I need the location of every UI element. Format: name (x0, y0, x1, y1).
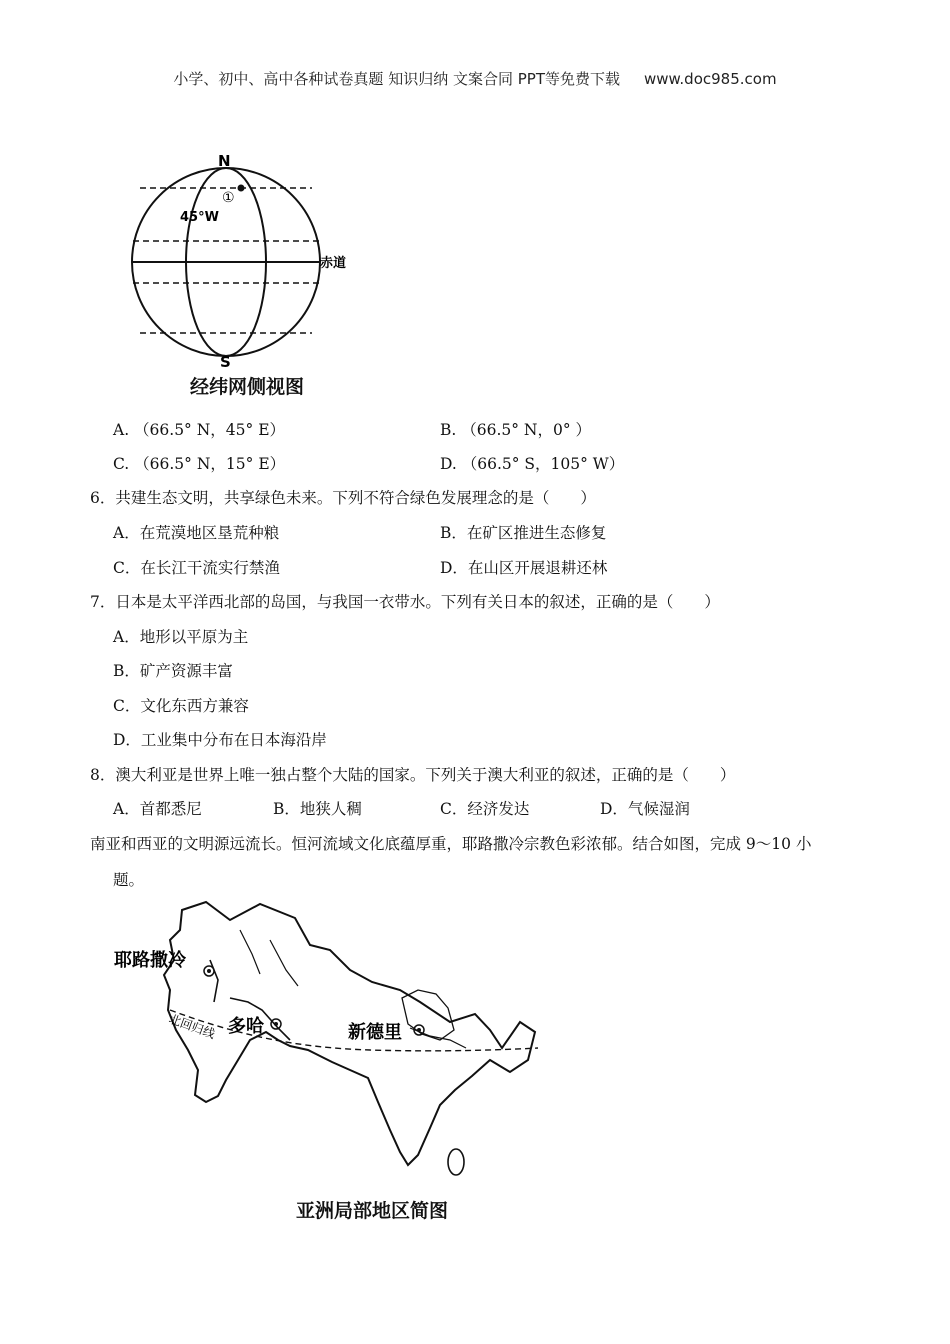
figure2-caption: 亚洲局部地区简图 (296, 1200, 449, 1222)
city-marker-doha (271, 1019, 281, 1029)
figure1-caption: 经纬网侧视图 (190, 376, 305, 398)
q8-option-b: B．地狭人稠 (273, 800, 362, 818)
q6-option-b: B．在矿区推进生态修复 (440, 524, 607, 542)
meridian-label: 45°W (180, 210, 219, 225)
city-label-doha: 多哈 (228, 1016, 264, 1037)
page-header (0, 68, 950, 89)
city-marker-jerusalem (204, 966, 214, 976)
intro-line-1: 南亚和西亚的文明源远流长。恒河流域文化底蕴厚重，耶路撒冷宗教色彩浓郁。结合如图，完成 9～10 小 (90, 835, 812, 853)
q7-option-d: D．工业集中分布在日本海沿岸 (113, 731, 327, 749)
q5-option-c: C. （66.5° N，15° E） (113, 455, 286, 473)
south-label: S (220, 353, 231, 371)
city-label-jerusalem: 耶路撒冷 (114, 950, 186, 971)
q6-option-c: C．在长江干流实行禁渔 (113, 559, 280, 577)
q5-option-a: A. （66.5° N，45° E） (113, 421, 286, 439)
globe-figure (120, 150, 380, 400)
point-marker (238, 185, 245, 192)
point-label: ① (222, 190, 235, 206)
equator-label: 赤道 (320, 256, 347, 271)
header-text: 小学、初中、高中各种试卷真题 知识归纳 文案合同 PPT等免费下载 (173, 70, 620, 88)
q7-stem: 7．日本是太平洋西北部的岛国，与我国一衣带水。下列有关日本的叙述，正确的是（ ） (90, 593, 720, 611)
island (448, 1149, 464, 1175)
q6-option-a: A．在荒漠地区垦荒种粮 (113, 524, 280, 542)
q8-stem: 8．澳大利亚是世界上唯一独占整个大陆的国家。下列关于澳大利亚的叙述，正确的是（ ） (90, 766, 736, 784)
q8-option-c: C．经济发达 (440, 800, 530, 818)
q5-option-b: B. （66.5° N，0° ） (440, 421, 592, 439)
asia-map-figure (110, 890, 550, 1180)
tropic-label: 北回归线 (166, 1011, 217, 1042)
q6-stem: 6．共建生态文明，共享绿色未来。下列不符合绿色发展理念的是（ ） (90, 489, 596, 507)
q7-option-c: C．文化东西方兼容 (113, 697, 249, 715)
q8-option-d: D．气候湿润 (600, 800, 690, 818)
q7-option-b: B．矿产资源丰富 (113, 662, 233, 680)
q8-option-a: A．首都悉尼 (113, 800, 202, 818)
q7-option-a: A．地形以平原为主 (113, 628, 249, 646)
q6-option-d: D．在山区开展退耕还林 (440, 559, 608, 577)
q5-option-d: D. （66.5° S，105° W） (440, 455, 625, 473)
header-site: www.doc985.com (643, 70, 777, 88)
city-label-new-delhi: 新德里 (348, 1022, 402, 1043)
north-label: N (218, 152, 231, 170)
region-boundary (402, 990, 454, 1040)
intro-line-2: 题。 (113, 871, 145, 889)
